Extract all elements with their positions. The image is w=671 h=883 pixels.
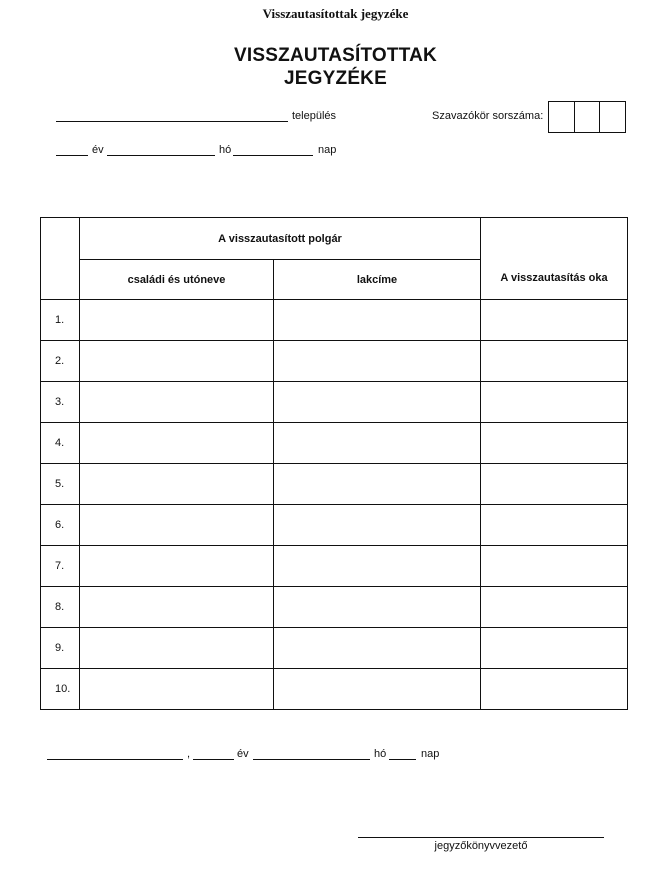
table-row (41, 669, 628, 710)
footer-day-label: nap (421, 748, 440, 760)
year-label: év (92, 144, 104, 156)
address-cell[interactable] (274, 464, 481, 505)
district-digit-box[interactable] (600, 102, 625, 132)
row-number: 3. (41, 382, 80, 423)
address-cell[interactable] (274, 546, 481, 587)
address-header: lakcíme (274, 260, 481, 300)
row-number: 2. (41, 341, 80, 382)
name-cell[interactable] (80, 505, 274, 546)
district-digit-box[interactable] (575, 102, 601, 132)
table-row (41, 587, 628, 628)
table-row (41, 628, 628, 669)
table-row (41, 382, 628, 423)
name-cell[interactable] (80, 546, 274, 587)
name-cell[interactable] (80, 341, 274, 382)
reason-cell[interactable] (481, 669, 628, 710)
name-cell[interactable] (80, 464, 274, 505)
form-title (0, 44, 671, 90)
table-row (41, 341, 628, 382)
month-field[interactable] (107, 155, 215, 156)
name-cell[interactable] (80, 382, 274, 423)
row-number: 4. (41, 423, 80, 464)
table-row (41, 505, 628, 546)
table-row (41, 546, 628, 587)
rejected-list-table (40, 217, 628, 710)
address-cell[interactable] (274, 505, 481, 546)
footer-comma: , (187, 748, 191, 760)
signature-line[interactable] (358, 837, 604, 838)
row-number: 6. (41, 505, 80, 546)
form-title-line2: JEGYZÉKE (284, 68, 387, 89)
footer-day-field[interactable] (389, 759, 416, 760)
row-number: 7. (41, 546, 80, 587)
row-number-header (41, 218, 80, 300)
document-header: Visszautasítottak jegyzéke (262, 6, 409, 21)
reason-cell[interactable] (481, 341, 628, 382)
address-cell[interactable] (274, 423, 481, 464)
table-row (41, 423, 628, 464)
address-cell[interactable] (274, 669, 481, 710)
row-number: 5. (41, 464, 80, 505)
name-cell[interactable] (80, 300, 274, 341)
reason-cell[interactable] (481, 587, 628, 628)
address-cell[interactable] (274, 587, 481, 628)
settlement-field[interactable] (56, 121, 288, 122)
footer-month-field[interactable] (253, 759, 370, 760)
address-cell[interactable] (274, 300, 481, 341)
address-cell[interactable] (274, 382, 481, 423)
reason-cell[interactable] (481, 300, 628, 341)
footer-month-label: hó (374, 748, 387, 760)
year-field[interactable] (56, 155, 88, 156)
rejected-citizen-header: A visszautasított polgár (80, 218, 481, 260)
signature-label: jegyzőkönyvvezető (434, 840, 528, 852)
reason-cell[interactable] (481, 464, 628, 505)
footer-year-label: év (237, 748, 249, 760)
reason-header: A visszautasítás oka (481, 218, 628, 300)
footer-year-field[interactable] (193, 759, 234, 760)
name-cell[interactable] (80, 587, 274, 628)
reason-cell[interactable] (481, 628, 628, 669)
table-row (41, 464, 628, 505)
name-header: családi és utóneve (80, 260, 274, 300)
address-cell[interactable] (274, 628, 481, 669)
footer-place-field[interactable] (47, 759, 183, 760)
name-cell[interactable] (80, 423, 274, 464)
table-row (41, 300, 628, 341)
row-number: 1. (41, 300, 80, 341)
reason-cell[interactable] (481, 546, 628, 587)
district-number-boxes[interactable] (548, 101, 626, 133)
day-label: nap (318, 144, 337, 156)
row-number: 8. (41, 587, 80, 628)
day-field[interactable] (233, 155, 313, 156)
reason-cell[interactable] (481, 505, 628, 546)
form-title-line1: VISSZAUTASÍTOTTAK (234, 45, 437, 66)
row-number: 10. (41, 669, 80, 710)
reason-cell[interactable] (481, 423, 628, 464)
reason-cell[interactable] (481, 382, 628, 423)
district-digit-box[interactable] (549, 102, 575, 132)
address-cell[interactable] (274, 341, 481, 382)
name-cell[interactable] (80, 669, 274, 710)
row-number: 9. (41, 628, 80, 669)
district-label: Szavazókör sorszáma: (432, 110, 544, 122)
name-cell[interactable] (80, 628, 274, 669)
settlement-label: település (292, 110, 337, 122)
month-label: hó (219, 144, 232, 156)
